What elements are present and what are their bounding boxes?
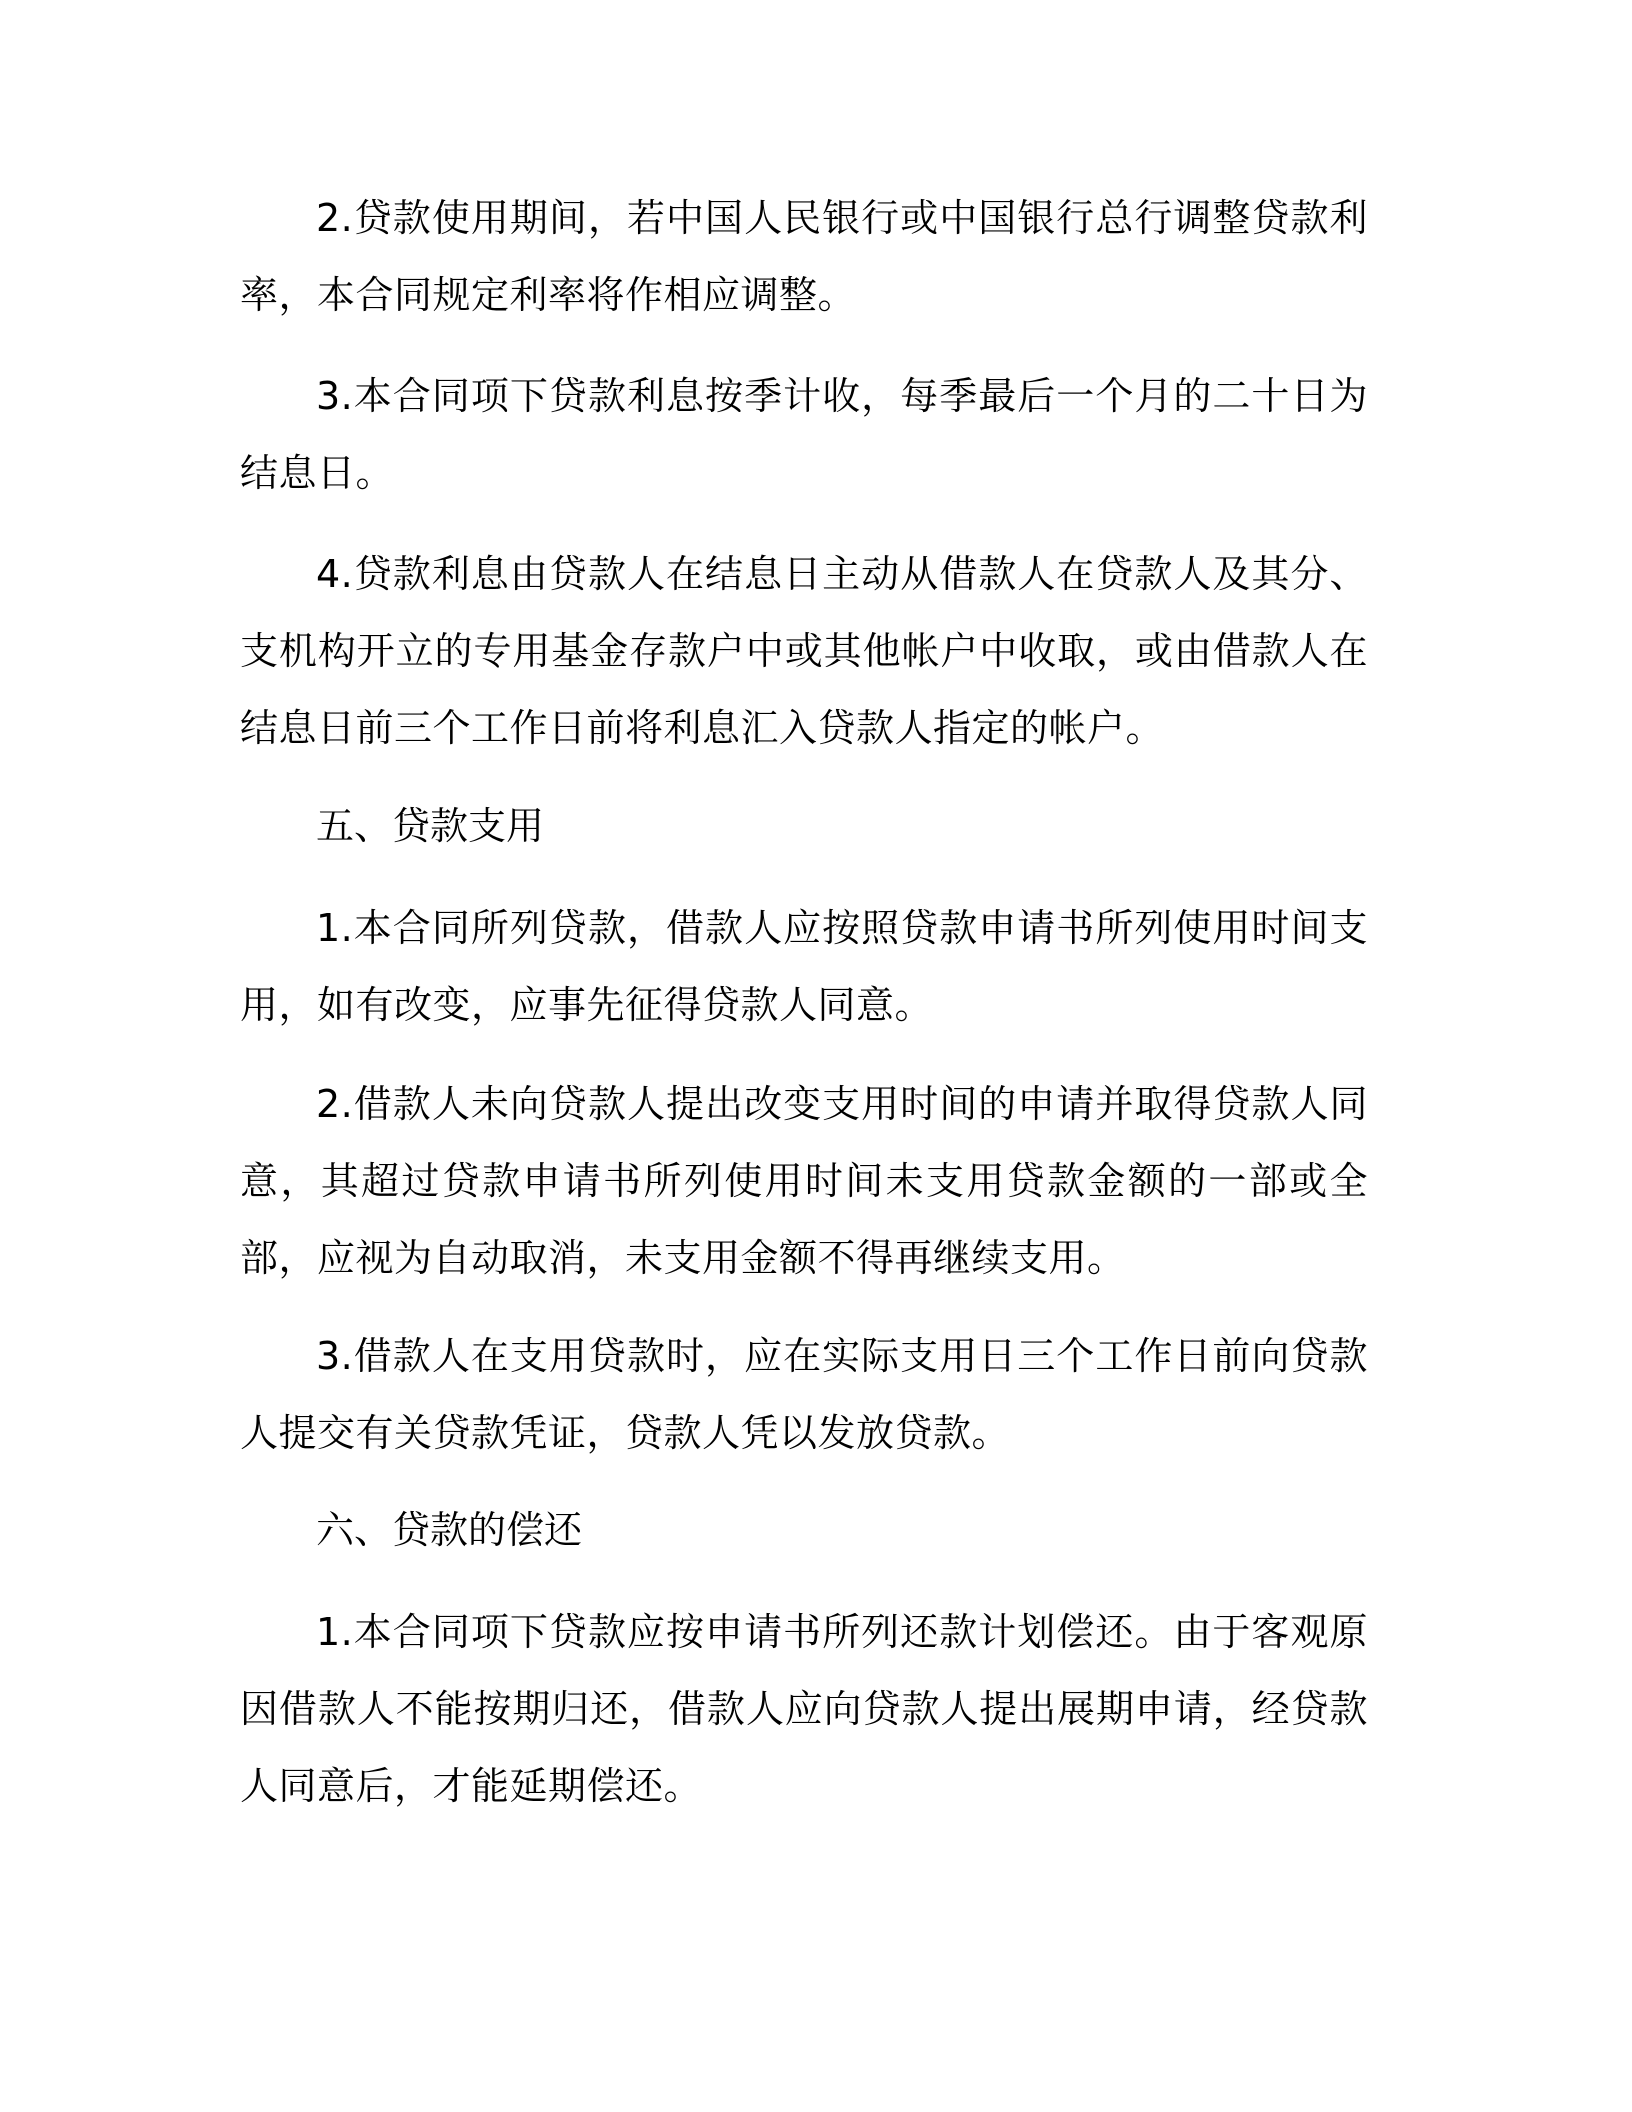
paragraph-drawdown-vouchers: 3.借款人在支用贷款时，应在实际支用日三个工作日前向贷款人提交有关贷款凭证，贷款人凭以发放贷款。	[240, 1334, 1368, 1455]
paragraph-interest-settlement-date: 3.本合同项下贷款利息按季计收，每季最后一个月的二十日为结息日。	[240, 374, 1368, 495]
paragraph-interest-collection: 4.贷款利息由贷款人在结息日主动从借款人在贷款人及其分、支机构开立的专用基金存款户中或其他帐户中收取，或由借款人在结息日前三个工作日前将利息汇入贷款人指定的帐户。	[240, 552, 1368, 750]
paragraph-repayment-schedule: 1.本合同项下贷款应按申请书所列还款计划偿还。由于客观原因借款人不能按期归还，借款人应向贷款人提出展期申请，经贷款人同意后，才能延期偿还。	[240, 1610, 1368, 1808]
paragraph-drawdown-schedule: 1.本合同所列贷款，借款人应按照贷款申请书所列使用时间支用，如有改变，应事先征得贷款人同意。	[240, 906, 1368, 1027]
section-heading-loan-repayment: 六、贷款的偿还	[316, 1508, 583, 1552]
paragraph-drawdown-cancellation: 2.借款人未向贷款人提出改变支用时间的申请并取得贷款人同意，其超过贷款申请书所列使用时间未支用贷款金额的一部或全部，应视为自动取消，未支用金额不得再继续支用。	[240, 1082, 1368, 1280]
section-heading-loan-drawdown: 五、贷款支用	[316, 804, 545, 848]
paragraph-interest-rate-adjustment: 2.贷款使用期间，若中国人民银行或中国银行总行调整贷款利率，本合同规定利率将作相应调整。	[240, 196, 1368, 317]
